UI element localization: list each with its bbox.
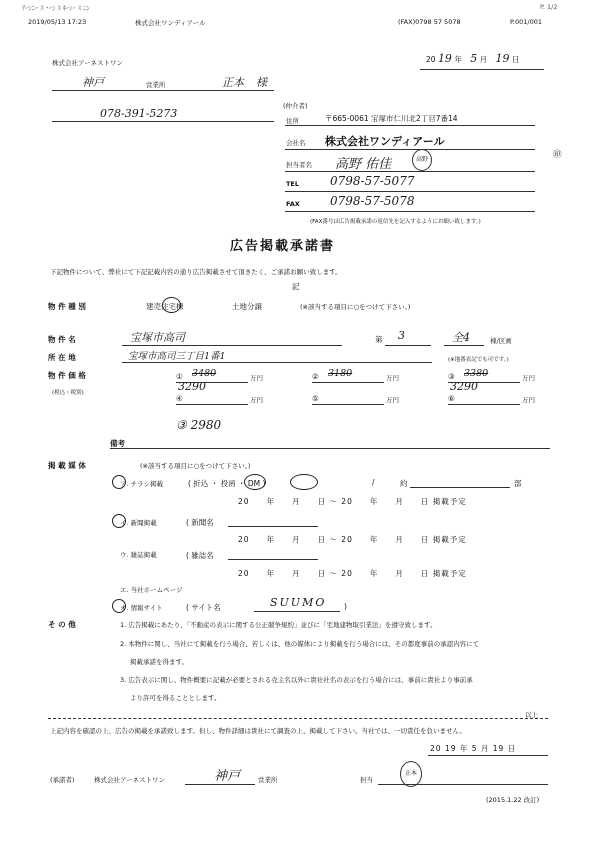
media-homepage-label: エ. 当社ホームページ: [120, 586, 183, 594]
ijou-label: 以上: [525, 711, 538, 719]
price-unit-underline: [312, 382, 384, 383]
price-unit-suffix: 万円: [250, 396, 263, 404]
media-magazine-label: ウ. 雑誌掲載: [120, 551, 157, 559]
date-underline: [420, 69, 544, 70]
price-unit-number: ②: [312, 372, 319, 381]
intro-text: 下記物件について、弊社にて下記記載内容の通り広告掲載させて頂きたく、ご承諾お願い致します。: [50, 268, 342, 276]
media-portal-site-underline: [254, 611, 340, 612]
price-unit-underline: [448, 382, 520, 383]
fax-return-note: (FAX番号は広告掲載承諾の返信先を記入するようにお願い致します。): [310, 219, 481, 225]
media-flyer-period: 20 年 月 日 〜 20 年 月 日 掲載予定: [238, 497, 467, 506]
address-label: 住所: [286, 117, 299, 125]
approver-office-suffix: 営業所: [258, 776, 278, 784]
location-label: 所 在 地: [48, 353, 76, 362]
company-underline: [285, 149, 535, 150]
location-underline: [122, 362, 432, 363]
property-count: 全4: [452, 331, 470, 344]
media-flyer-slash: /: [372, 478, 375, 487]
price-unit-value: 3290: [450, 380, 478, 393]
property-count-suffix: 棟/区画: [490, 337, 512, 345]
media-flyer-copies-label: 約: [400, 479, 408, 488]
media-portal-site-name: SUUMO: [270, 596, 327, 609]
property-type-note: (※該当する項目に○をつけて下さい。): [300, 303, 411, 311]
recipient-honorific: 様: [256, 76, 267, 89]
price-unit-number: ④: [176, 394, 183, 403]
media-flyer-posting-circle: [244, 474, 266, 490]
sender-company: 株式会社ワンディアール: [325, 135, 445, 148]
approver-label: (承諾者): [50, 776, 75, 784]
price-unit-number: ③: [448, 372, 455, 381]
property-term-underline: [385, 345, 431, 346]
other-item-2b: 掲載承諾を得ます。: [130, 658, 188, 666]
price-unit-suffix: 万円: [386, 374, 399, 382]
remarks-label: 備考: [110, 439, 125, 448]
media-newspaper-circle: [112, 514, 126, 528]
approver-seal-stamp: 正本: [400, 761, 422, 787]
revision-note: (2015.1.22 改訂): [486, 796, 540, 804]
fax-top-line: ｱｰﾝﾆｰ ｽ ･ｰﾝ ｽ ｷｰﾝｰ ｽ ﾆﾝ: [22, 4, 90, 12]
fax-page: P.001/001: [510, 18, 542, 26]
contact-label: 担当者名: [286, 161, 312, 169]
other-label: そ の 他: [48, 620, 76, 629]
sender-tel: 0798-57-5077: [330, 174, 415, 188]
property-name-underline: [122, 345, 342, 346]
tel-label: TEL: [286, 180, 300, 188]
approver-person-underline: [378, 784, 548, 785]
price-unit-suffix: 万円: [386, 396, 399, 404]
property-term-number: 3: [398, 329, 405, 342]
recipient-phone: 078-391-5273: [100, 107, 178, 120]
tel-underline: [285, 191, 535, 192]
approval-divider: [48, 718, 548, 719]
media-flyer-copies-unit: 部: [514, 479, 522, 488]
approver-branch: 神戸: [214, 769, 241, 784]
price-unit-struck-value: 3380: [464, 368, 489, 379]
property-type-option1: 建売住宅棟: [146, 302, 184, 311]
media-magazine-period: 20 年 月 日 〜 20 年 月 日 掲載予定: [238, 569, 467, 578]
property-name-label: 物 件 名: [48, 335, 76, 344]
media-portal-close: ): [344, 602, 347, 611]
recipient-company: 株式会社アーネストワン: [52, 59, 123, 67]
media-magazine-name-field: [228, 559, 318, 560]
price-unit-suffix: 万円: [522, 396, 535, 404]
other-item-3b: より許可を得ることとします。: [130, 694, 221, 702]
ki-label: 記: [292, 282, 300, 291]
sender-seal-stamp: 高野: [412, 149, 432, 171]
media-flyer-dm-circle: [290, 474, 318, 490]
price-unit-suffix: 万円: [250, 374, 263, 382]
address-underline: [285, 125, 535, 126]
property-term-label: 第: [375, 335, 383, 344]
company-label: 会社名: [286, 139, 306, 147]
price-unit-number: ①: [176, 372, 183, 381]
price-label: 物 件 価 格: [48, 371, 86, 380]
media-newspaper-name-label: ( 新聞名: [186, 518, 214, 527]
location-note: (※地番表記でも可です。): [448, 357, 509, 363]
media-magazine-name-label: ( 雑誌名: [186, 551, 214, 560]
fax-top-page: P. 1/2: [540, 3, 558, 11]
recipient-branch: 神戸: [82, 76, 104, 89]
price-unit-underline: [176, 382, 248, 383]
price-unit-underline: [176, 404, 248, 405]
sender-address: 〒665-0061 宝塚市仁川北2丁目7番14: [325, 114, 458, 123]
media-portal-site-label: ( サイト名: [186, 603, 221, 612]
media-flyer-circle: [112, 475, 126, 489]
price-unit-number: ⑤: [312, 394, 319, 403]
media-label: 掲 載 媒 体: [48, 461, 86, 470]
price-tax-note: (税込・税別): [52, 390, 84, 396]
media-newspaper-period: 20 年 月 日 〜 20 年 月 日 掲載予定: [238, 535, 467, 544]
media-portal-circle: [112, 599, 126, 613]
document-title: 広告掲載承諾書: [230, 239, 336, 254]
fax-underline: [285, 211, 535, 212]
recipient-underline: [52, 90, 274, 91]
price-unit-underline: [312, 404, 384, 405]
other-item-1: 1. 広告掲載にあたり、「不動産の表示に関する公正競争規約」並びに「宅地建物取引業法」を遵守致します。: [120, 621, 437, 629]
recipient-office-suffix: 営業所: [146, 81, 166, 89]
approval-text: 上記内容を確認の上、広告の掲載を承諾致します。但し、物件詳細は貴社にて調査の上、掲載して下さい。当社では、一切責任を負いません。: [50, 727, 466, 735]
recipient-person: 正本: [222, 76, 244, 89]
price-unit-number: ⑥: [448, 394, 455, 403]
contact-underline: [285, 171, 535, 172]
property-type-label: 物 件 種 別: [48, 302, 86, 311]
location-value: 宝塚市高司三丁目1番1: [128, 351, 226, 362]
property-name-value: 宝塚市高司: [130, 331, 185, 344]
media-newspaper-label: イ. 新聞掲載: [120, 519, 157, 527]
fax-datetime: 2019/05/13 17:23: [28, 18, 87, 26]
property-type-option2: 土地分譲: [232, 302, 262, 311]
price-unit-struck-value: 3480: [192, 368, 217, 379]
price-unit-struck-value: 3180: [328, 368, 353, 379]
fax-number: (FAX)0798 57 5078: [398, 18, 461, 26]
media-flyer-options: ( 折込 ・ 投函 ・ DM ): [188, 479, 266, 488]
media-flyer-label: ア. チラシ掲載: [120, 480, 164, 488]
other-item-3: 3. 広告表示に関し、物件概要に記載が必要とされる売主名以外に貴社社名の表示を行う場合には、事前に貴社より事前承: [120, 676, 473, 684]
date-line: 20 19 年 5 月 19 日: [426, 52, 520, 65]
approver-person-label: 担当: [360, 776, 373, 784]
fax-sender-name: 株式会社ワンディアール: [135, 19, 206, 27]
other-item-2: 2. 本物件に関し、当社にて掲載を行う場合、若しくは、他の媒体により掲載を行う場合には、その都度事前の承認内容にて: [120, 640, 480, 648]
sender-fax: 0798-57-5078: [330, 194, 415, 208]
media-portal-label: オ. 情報サイト: [120, 604, 163, 612]
seal-mark-icon: ㊞: [553, 150, 562, 160]
property-count-underline: [444, 345, 484, 346]
sender-contact: 高野 佑佳: [335, 157, 392, 172]
price-unit-suffix: 万円: [522, 374, 535, 382]
approver-branch-underline: [185, 784, 255, 785]
media-newspaper-name-field: [228, 526, 318, 527]
licensee-label: (仲介者): [283, 102, 308, 110]
price-unit-value: 3290: [178, 380, 206, 393]
media-note: (※該当する項目に○をつけて下さい。): [140, 462, 251, 470]
approval-date: 20 19 年 5 月 19 日: [430, 744, 517, 753]
approval-date-underline: [428, 755, 548, 756]
price-extra: ③ 2980: [176, 418, 222, 432]
media-flyer-copies-field: [410, 487, 510, 488]
approver-company: 株式会社アーネストワン: [94, 776, 165, 784]
remarks-underline: [110, 448, 550, 449]
recipient-phone-underline: [52, 121, 274, 122]
price-unit-underline: [448, 404, 520, 405]
fax-label: FAX: [286, 200, 300, 208]
property-type-option1-circle: [162, 297, 181, 313]
